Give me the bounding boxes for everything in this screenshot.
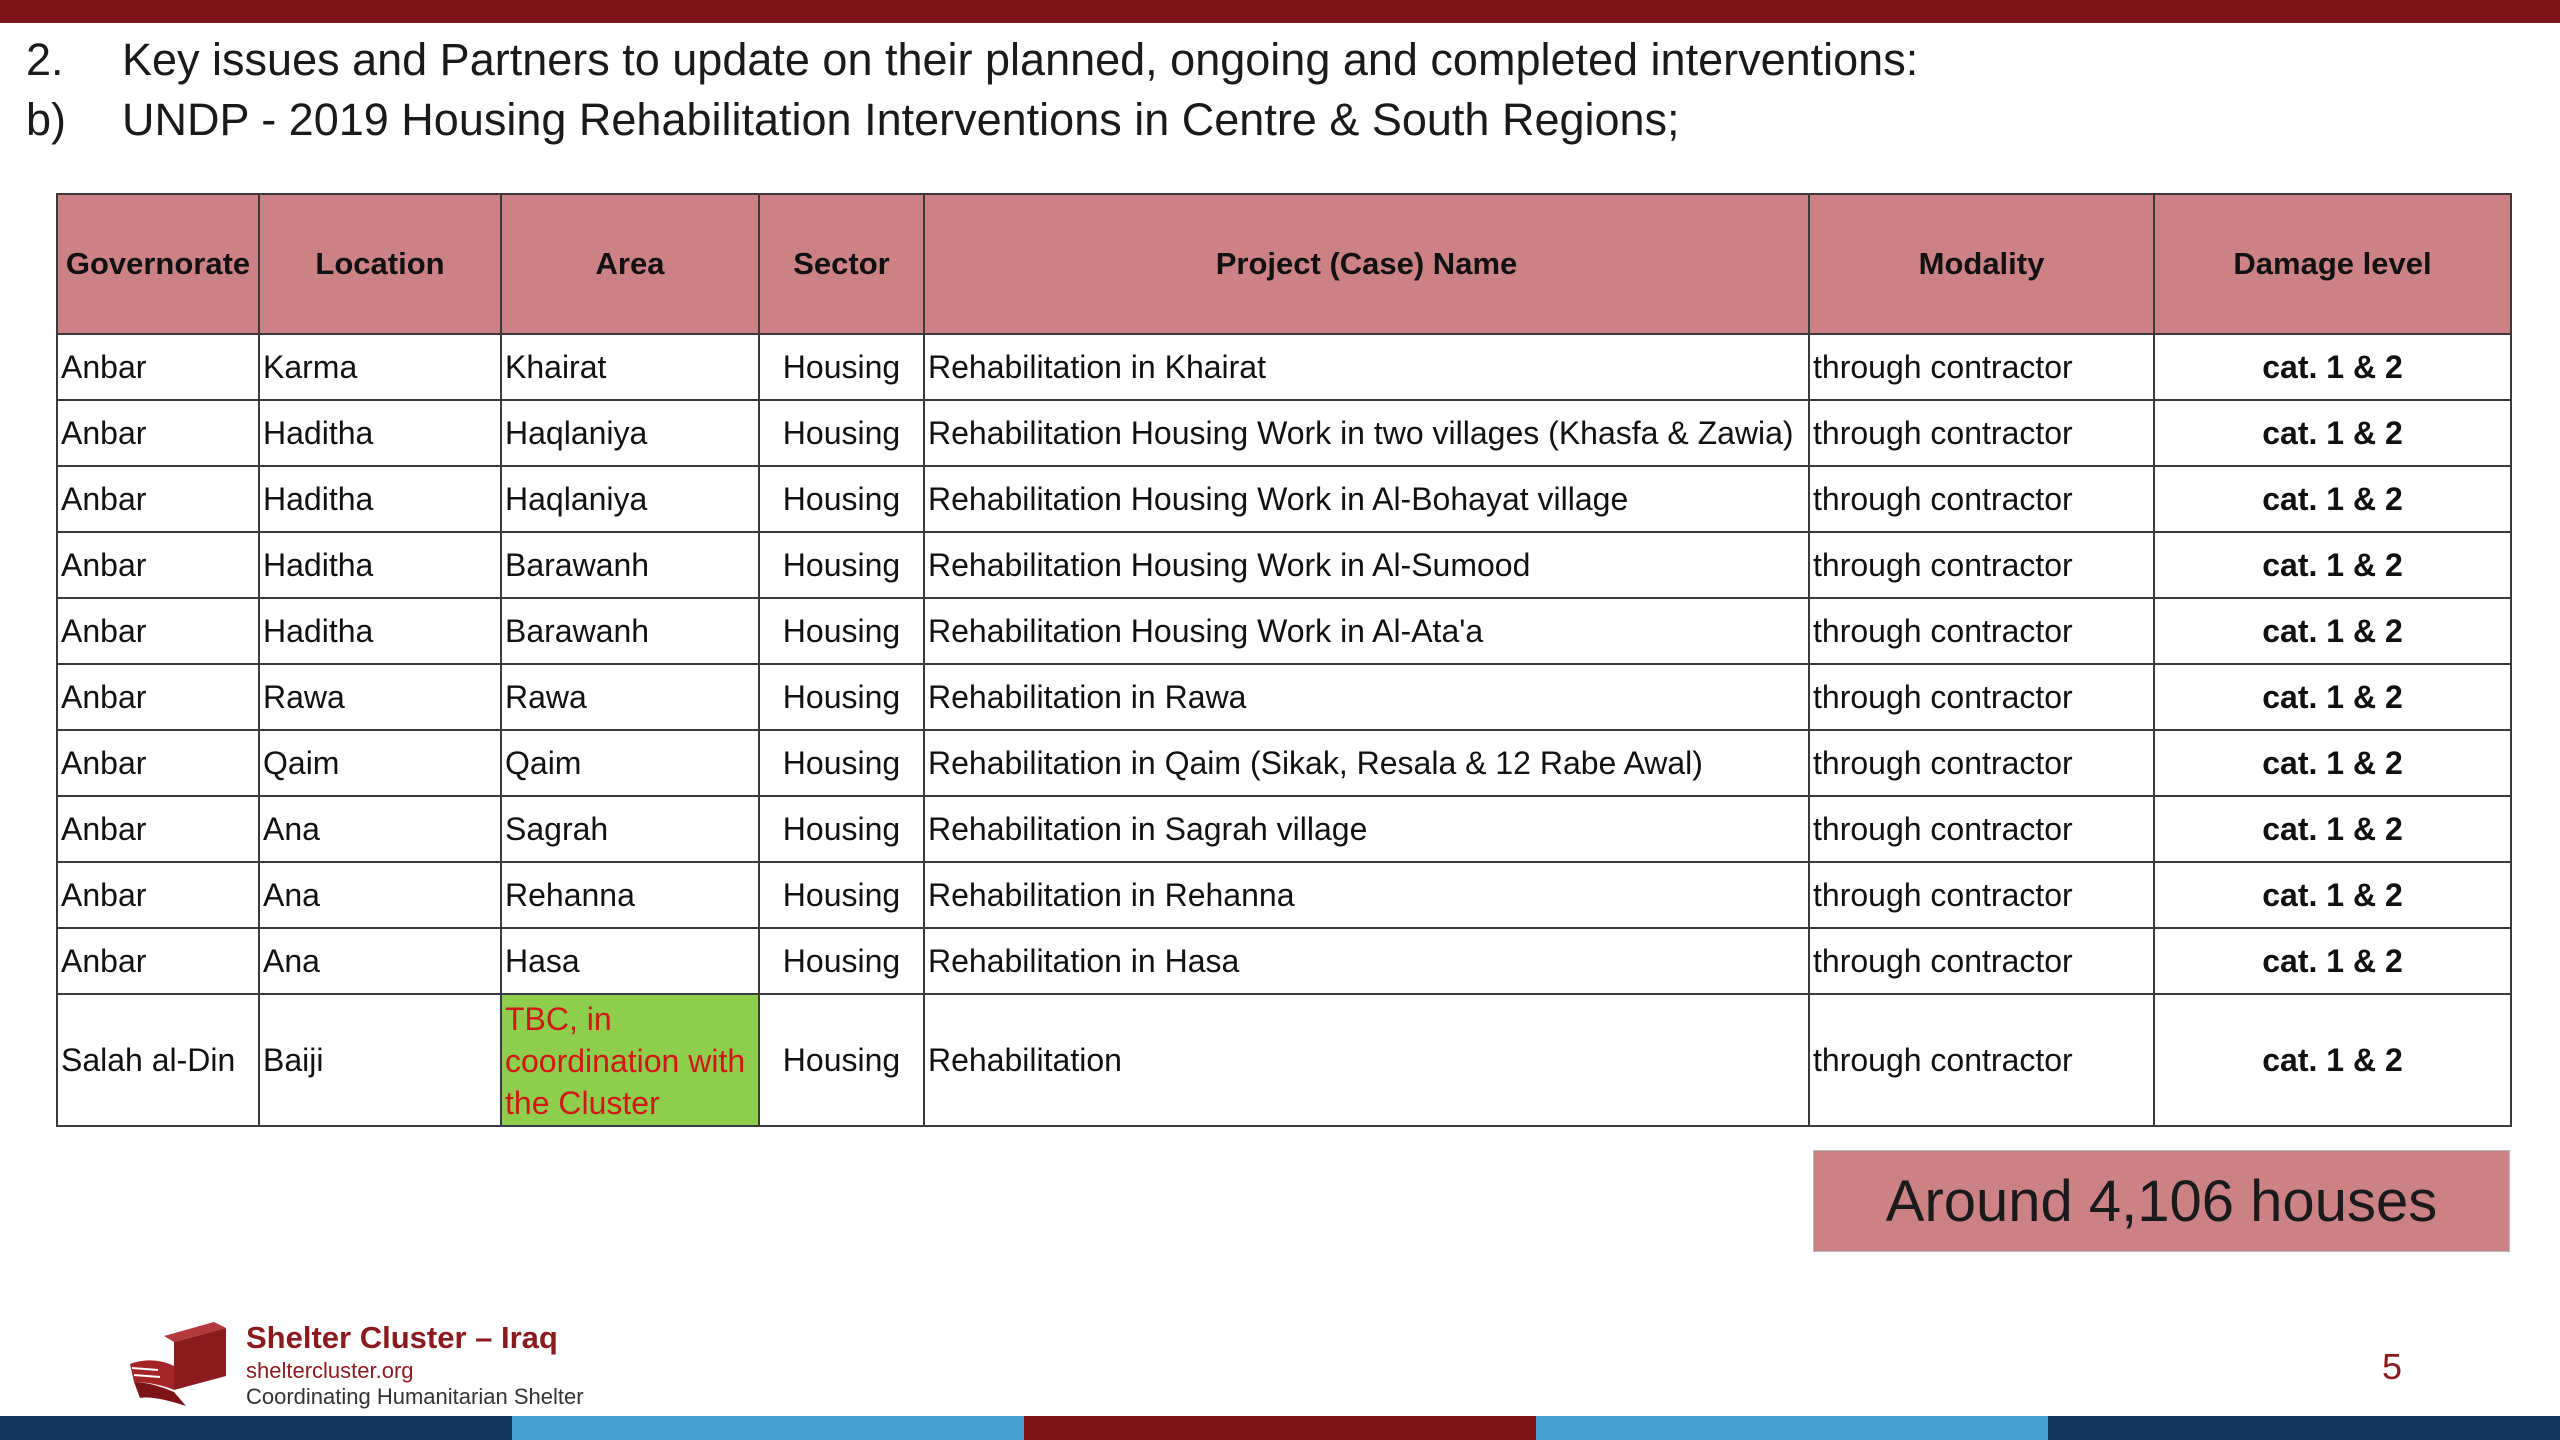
heading-line-2 — [26, 90, 1680, 150]
heading-text: Key issues and Partners to update on their planned, ongoing and completed interventions: — [122, 34, 1919, 85]
cell-damage: cat. 1 & 2 — [2154, 730, 2511, 796]
cell-area: Rawa — [501, 664, 759, 730]
cell-governorate: Anbar — [57, 400, 259, 466]
header-modality: Modality — [1809, 194, 2154, 334]
table-row — [57, 796, 2511, 862]
cell-governorate: Anbar — [57, 928, 259, 994]
cell-location: Baiji — [259, 994, 501, 1126]
cell-sector: Housing — [759, 862, 924, 928]
cell-area: Barawanh — [501, 532, 759, 598]
cell-location: Haditha — [259, 466, 501, 532]
header-sector: Sector — [759, 194, 924, 334]
total-houses-box — [1813, 1150, 2510, 1252]
cell-project: Rehabilitation Housing Work in Al-Sumood — [924, 532, 1809, 598]
cell-area: Hasa — [501, 928, 759, 994]
cell-sector: Housing — [759, 598, 924, 664]
table-row — [57, 532, 2511, 598]
subheading-letter: b) — [26, 94, 67, 145]
table-header-row — [57, 194, 2511, 334]
cell-modality: through contractor — [1809, 730, 2154, 796]
header-damage: Damage level — [2154, 194, 2511, 334]
cell-governorate: Anbar — [57, 598, 259, 664]
org-tagline: Coordinating Humanitarian Shelter — [246, 1384, 584, 1409]
cell-damage: cat. 1 & 2 — [2154, 994, 2511, 1126]
total-houses-text: Around 4,106 houses — [1885, 1168, 2438, 1234]
cell-area: Sagrah — [501, 796, 759, 862]
cell-project: Rehabilitation Housing Work in two villages (Khasfa & Zawia) — [924, 400, 1809, 466]
cell-damage: cat. 1 & 2 — [2154, 334, 2511, 400]
cell-damage: cat. 1 & 2 — [2154, 466, 2511, 532]
table-row — [57, 928, 2511, 994]
cell-project: Rehabilitation Housing Work in Al-Ata'a — [924, 598, 1809, 664]
page-number: 5 — [2382, 1346, 2403, 1387]
table-row — [57, 730, 2511, 796]
cell-sector: Housing — [759, 334, 924, 400]
cell-modality: through contractor — [1809, 532, 2154, 598]
cell-governorate: Anbar — [57, 862, 259, 928]
header-location: Location — [259, 194, 501, 334]
top-accent-bar — [0, 0, 2560, 23]
cell-governorate: Anbar — [57, 730, 259, 796]
cell-area: TBC, in coordination with the Cluster — [501, 994, 759, 1126]
table-row — [57, 598, 2511, 664]
header-project: Project (Case) Name — [924, 194, 1809, 334]
header-area: Area — [501, 194, 759, 334]
cell-sector: Housing — [759, 532, 924, 598]
cell-modality: through contractor — [1809, 862, 2154, 928]
table-row — [57, 466, 2511, 532]
table-body — [57, 334, 2511, 1126]
cell-governorate: Anbar — [57, 334, 259, 400]
cell-area: Haqlaniya — [501, 400, 759, 466]
cell-area: Qaim — [501, 730, 759, 796]
header-governorate: Governorate — [57, 194, 259, 334]
cell-area: Rehanna — [501, 862, 759, 928]
cell-modality: through contractor — [1809, 994, 2154, 1126]
cell-modality: through contractor — [1809, 664, 2154, 730]
cell-project: Rehabilitation in Sagrah village — [924, 796, 1809, 862]
cell-project: Rehabilitation in Qaim (Sikak, Resala & 12 Rabe Awal) — [924, 730, 1809, 796]
cell-project: Rehabilitation in Hasa — [924, 928, 1809, 994]
bottom-bar-segment — [2048, 1416, 2560, 1440]
cell-location: Haditha — [259, 598, 501, 664]
cell-location: Ana — [259, 862, 501, 928]
cell-location: Haditha — [259, 400, 501, 466]
table-row — [57, 862, 2511, 928]
cell-sector: Housing — [759, 664, 924, 730]
org-url: sheltercluster.org — [246, 1358, 414, 1383]
cell-modality: through contractor — [1809, 796, 2154, 862]
cell-governorate: Anbar — [57, 664, 259, 730]
cell-damage: cat. 1 & 2 — [2154, 862, 2511, 928]
cell-location: Ana — [259, 928, 501, 994]
cell-damage: cat. 1 & 2 — [2154, 532, 2511, 598]
bottom-bar-segment — [1536, 1416, 2048, 1440]
cell-area: Haqlaniya — [501, 466, 759, 532]
cell-modality: through contractor — [1809, 928, 2154, 994]
cell-location: Rawa — [259, 664, 501, 730]
cell-modality: through contractor — [1809, 334, 2154, 400]
cell-modality: through contractor — [1809, 400, 2154, 466]
cell-damage: cat. 1 & 2 — [2154, 796, 2511, 862]
cell-damage: cat. 1 & 2 — [2154, 598, 2511, 664]
subheading-text: UNDP - 2019 Housing Rehabilitation Interventions in Centre & South Regions; — [122, 94, 1680, 145]
cell-governorate: Anbar — [57, 796, 259, 862]
cell-location: Ana — [259, 796, 501, 862]
cell-damage: cat. 1 & 2 — [2154, 400, 2511, 466]
cell-project: Rehabilitation in Rawa — [924, 664, 1809, 730]
bottom-bar-segment — [0, 1416, 512, 1440]
cell-modality: through contractor — [1809, 466, 2154, 532]
cell-location: Karma — [259, 334, 501, 400]
cell-area: Barawanh — [501, 598, 759, 664]
cell-governorate: Salah al-Din — [57, 994, 259, 1126]
cell-project: Rehabilitation in Khairat — [924, 334, 1809, 400]
cell-governorate: Anbar — [57, 532, 259, 598]
org-name: Shelter Cluster – Iraq — [246, 1320, 558, 1355]
cell-sector: Housing — [759, 796, 924, 862]
table-row — [57, 664, 2511, 730]
cell-sector: Housing — [759, 400, 924, 466]
cell-project: Rehabilitation in Rehanna — [924, 862, 1809, 928]
table-row — [57, 334, 2511, 400]
cell-sector: Housing — [759, 466, 924, 532]
bottom-accent-bar — [0, 1416, 2560, 1440]
cell-area: Khairat — [501, 334, 759, 400]
bottom-bar-segment — [512, 1416, 1024, 1440]
cell-project: Rehabilitation — [924, 994, 1809, 1126]
interventions-table — [56, 193, 2512, 1127]
cell-damage: cat. 1 & 2 — [2154, 664, 2511, 730]
cell-damage: cat. 1 & 2 — [2154, 928, 2511, 994]
cell-location: Qaim — [259, 730, 501, 796]
bottom-bar-segment — [1024, 1416, 1536, 1440]
cell-sector: Housing — [759, 928, 924, 994]
table-row — [57, 994, 2511, 1126]
heading-line-1 — [26, 30, 1918, 90]
cell-modality: through contractor — [1809, 598, 2154, 664]
cell-governorate: Anbar — [57, 466, 259, 532]
cell-sector: Housing — [759, 994, 924, 1126]
table-row — [57, 400, 2511, 466]
cell-sector: Housing — [759, 730, 924, 796]
cell-location: Haditha — [259, 532, 501, 598]
heading-number: 2. — [26, 34, 64, 85]
cell-project: Rehabilitation Housing Work in Al-Bohayat village — [924, 466, 1809, 532]
hands-holding-house-icon — [128, 1320, 238, 1410]
